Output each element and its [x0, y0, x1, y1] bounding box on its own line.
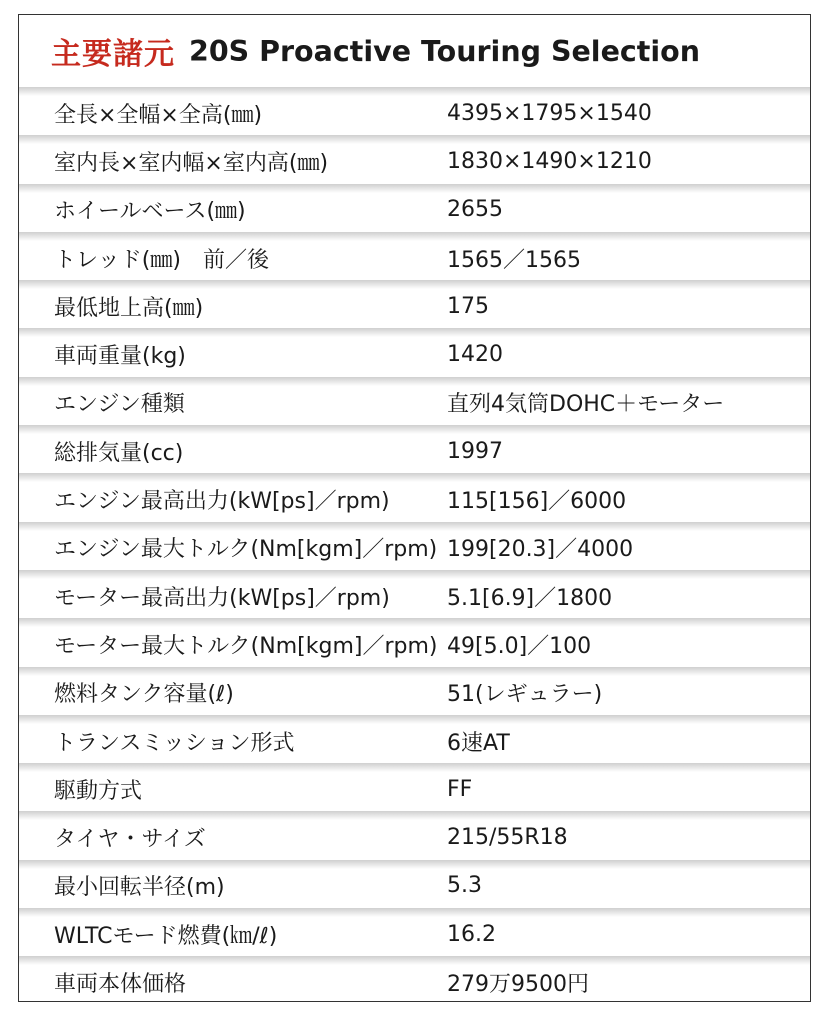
spec-value: 1830×1490×1210	[447, 148, 652, 174]
spec-label: 全長×全幅×全高(㎜)	[54, 102, 263, 128]
spec-value: 1565／1565	[447, 247, 581, 273]
spec-rows	[19, 87, 810, 1002]
spec-label: 総排気量(cc)	[54, 440, 184, 466]
spec-row	[19, 763, 810, 811]
spec-label: エンジン最大トルク(Nm[kgm]／rpm)	[54, 537, 438, 563]
spec-row	[19, 232, 810, 280]
spec-value: 49[5.0]／100	[447, 633, 592, 659]
spec-label: WLTCモード燃費(㎞/ℓ)	[54, 923, 278, 949]
title-model: 20S Proactive Touring Selection	[189, 34, 701, 68]
spec-label: エンジン種類	[54, 392, 185, 418]
spec-label: トレッド(㎜) 前／後	[54, 247, 269, 273]
spec-row	[19, 715, 810, 763]
spec-row	[19, 570, 810, 618]
spec-label: モーター最高出力(kW[ps]／rpm)	[54, 585, 390, 611]
spec-label: 室内長×室内幅×室内高(㎜)	[54, 150, 329, 176]
spec-row	[19, 956, 810, 1002]
spec-row	[19, 811, 810, 859]
spec-row	[19, 328, 810, 376]
spec-label: エンジン最高出力(kW[ps]／rpm)	[54, 489, 390, 515]
spec-row	[19, 87, 810, 135]
spec-row	[19, 135, 810, 183]
spec-value: 115[156]／6000	[447, 489, 627, 515]
spec-row	[19, 908, 810, 956]
spec-value: FF	[447, 776, 473, 802]
spec-row	[19, 377, 810, 425]
spec-label: ホイールベース(㎜)	[54, 199, 246, 225]
spec-table	[18, 14, 811, 1002]
spec-label: 最低地上高(㎜)	[54, 295, 204, 321]
spec-value: 215/55R18	[447, 825, 568, 851]
spec-value: 199[20.3]／4000	[447, 537, 634, 563]
spec-label: 駆動方式	[54, 778, 143, 804]
spec-label: 燃料タンク容量(ℓ)	[54, 682, 234, 708]
spec-row	[19, 860, 810, 908]
spec-value: 5.1[6.9]／1800	[447, 585, 613, 611]
spec-label: トランスミッション形式	[54, 730, 295, 756]
spec-label: タイヤ・サイズ	[54, 827, 206, 853]
spec-value: 175	[447, 293, 489, 319]
spec-row	[19, 667, 810, 715]
table-title	[19, 15, 810, 87]
spec-label: 最小回転半径(m)	[54, 875, 225, 901]
spec-value: 直列4気筒DOHC＋モーター	[447, 392, 725, 418]
spec-value: 2655	[447, 197, 503, 223]
title-prefix: 主要諸元	[51, 37, 175, 72]
spec-row	[19, 522, 810, 570]
spec-row	[19, 618, 810, 666]
spec-value: 1997	[447, 438, 503, 464]
spec-value: 16.2	[447, 921, 496, 947]
spec-value: 6速AT	[447, 730, 510, 756]
spec-label: モーター最大トルク(Nm[kgm]／rpm)	[54, 633, 438, 659]
spec-row	[19, 280, 810, 328]
spec-label: 車両本体価格	[54, 971, 187, 997]
spec-row	[19, 425, 810, 473]
spec-value: 279万9500円	[447, 971, 589, 997]
spec-value: 51(レギュラー)	[447, 682, 603, 708]
spec-row	[19, 473, 810, 521]
spec-value: 5.3	[447, 873, 482, 899]
spec-label: 車両重量(kg)	[54, 344, 186, 370]
spec-value: 4395×1795×1540	[447, 100, 652, 126]
spec-value: 1420	[447, 342, 503, 368]
spec-row	[19, 184, 810, 232]
